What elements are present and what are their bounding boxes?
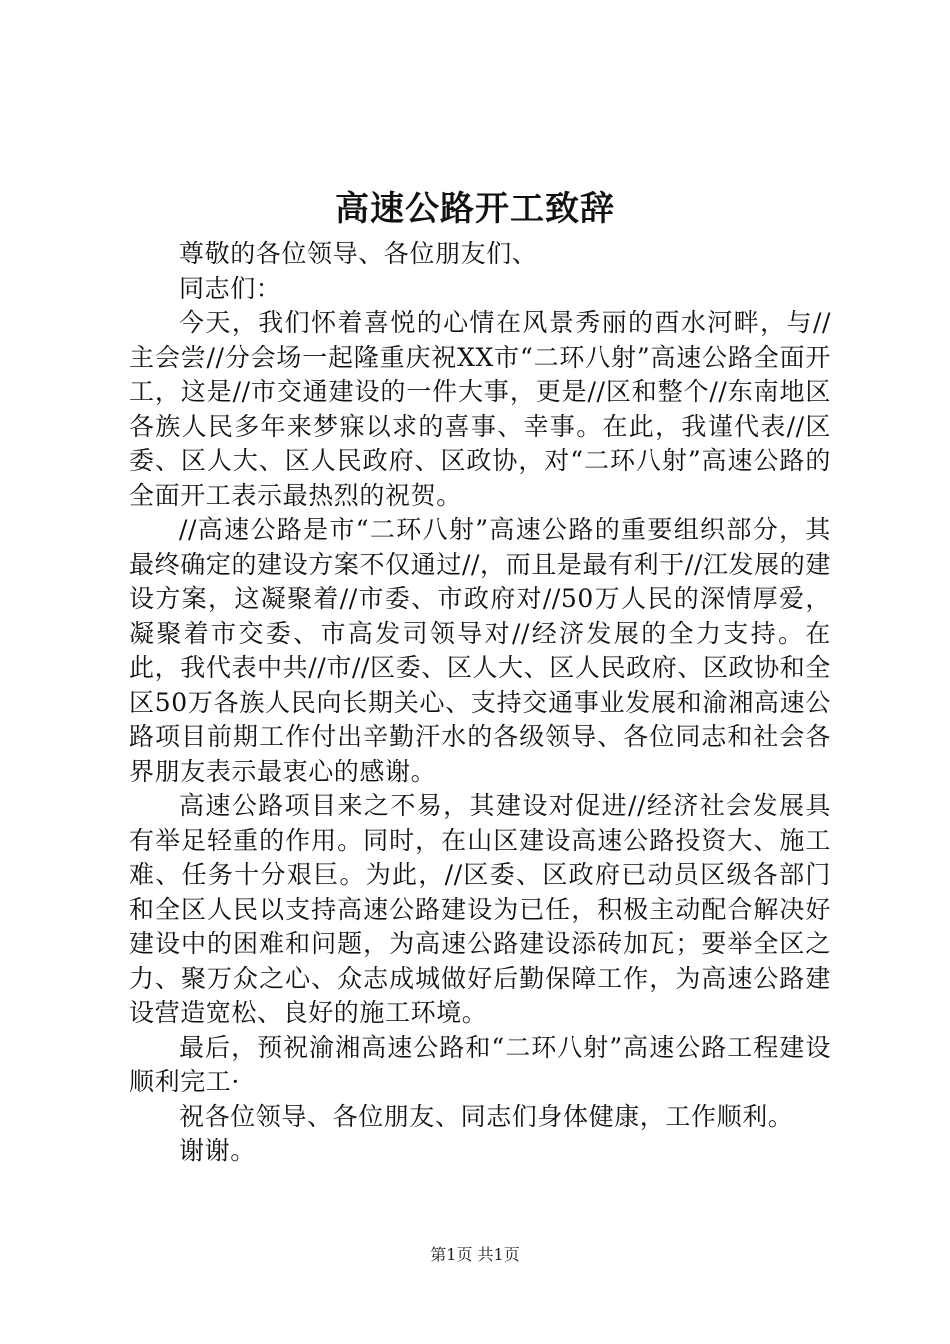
paragraph-opening: 今天，我们怀着喜悦的心情在风景秀丽的酉水河畔，与//主会尝//分会场一起隆重庆祝XX市“二环八射”高速公路全面开工，这是//市交通建设的一件大事，更是//区和整个//东南地区各族人民多年来梦寐以求的喜事、幸事。在此，我谨代表//区委、区人大、区人民政府、区政协，对“二环八射”高速公路的全面开工表示最热烈的祝贺。 [129, 308, 831, 510]
document-title: 高速公路开工致辞 [335, 189, 615, 229]
paragraph-thanks-word: 谢谢。 [179, 1136, 256, 1165]
paragraph-blessing: 祝各位领导、各位朋友、同志们身体健康，工作顺利。 [179, 1101, 794, 1131]
paragraph-thanks: //高速公路是市“二环八射”高速公路的重要组织部分，其最终确定的建设方案不仅通过//，而且是最有利于//江发展的建设方案，这凝聚着//市委、市政府对//50万人民的深情厚爱，凝聚着市交委、市高发司领导对//经济发展的全力支持。在此，我代表中共//市//区委、区人大、区人民政府、区政协和全区50万各族人民向长期关心、支持交通事业发展和渝湘高速公路项目前期工作付出辛勤汗水的各级领导、各位同志和社会各界朋友表示最衷心的感谢。 [129, 515, 831, 786]
paragraph-significance: 高速公路项目来之不易，其建设对促进//经济社会发展具有举足轻重的作用。同时，在山区建设高速公路投资大、施工难、任务十分艰巨。为此，//区委、区政府已动员区级各部门和全区人民以支持高速公路建设为已任，积极主动配合解决好建设中的困难和问题，为高速公路建设添砖加瓦；要举全区之力、聚万众之心、众志成城做好后勤保障工作，为高速公路建设营造宽松、良好的施工环境。 [129, 791, 831, 1027]
document-body [129, 237, 831, 1169]
salutation-line-1: 尊敬的各位领导、各位朋友们、 [179, 239, 538, 268]
salutation-line-2: 同志们： [179, 273, 282, 303]
page-number: 第1页 共1页 [430, 1245, 520, 1264]
paragraph-closing-wish: 最后，预祝渝湘高速公路和“二环八射”高速公路工程建设顺利完工· [129, 1032, 831, 1096]
